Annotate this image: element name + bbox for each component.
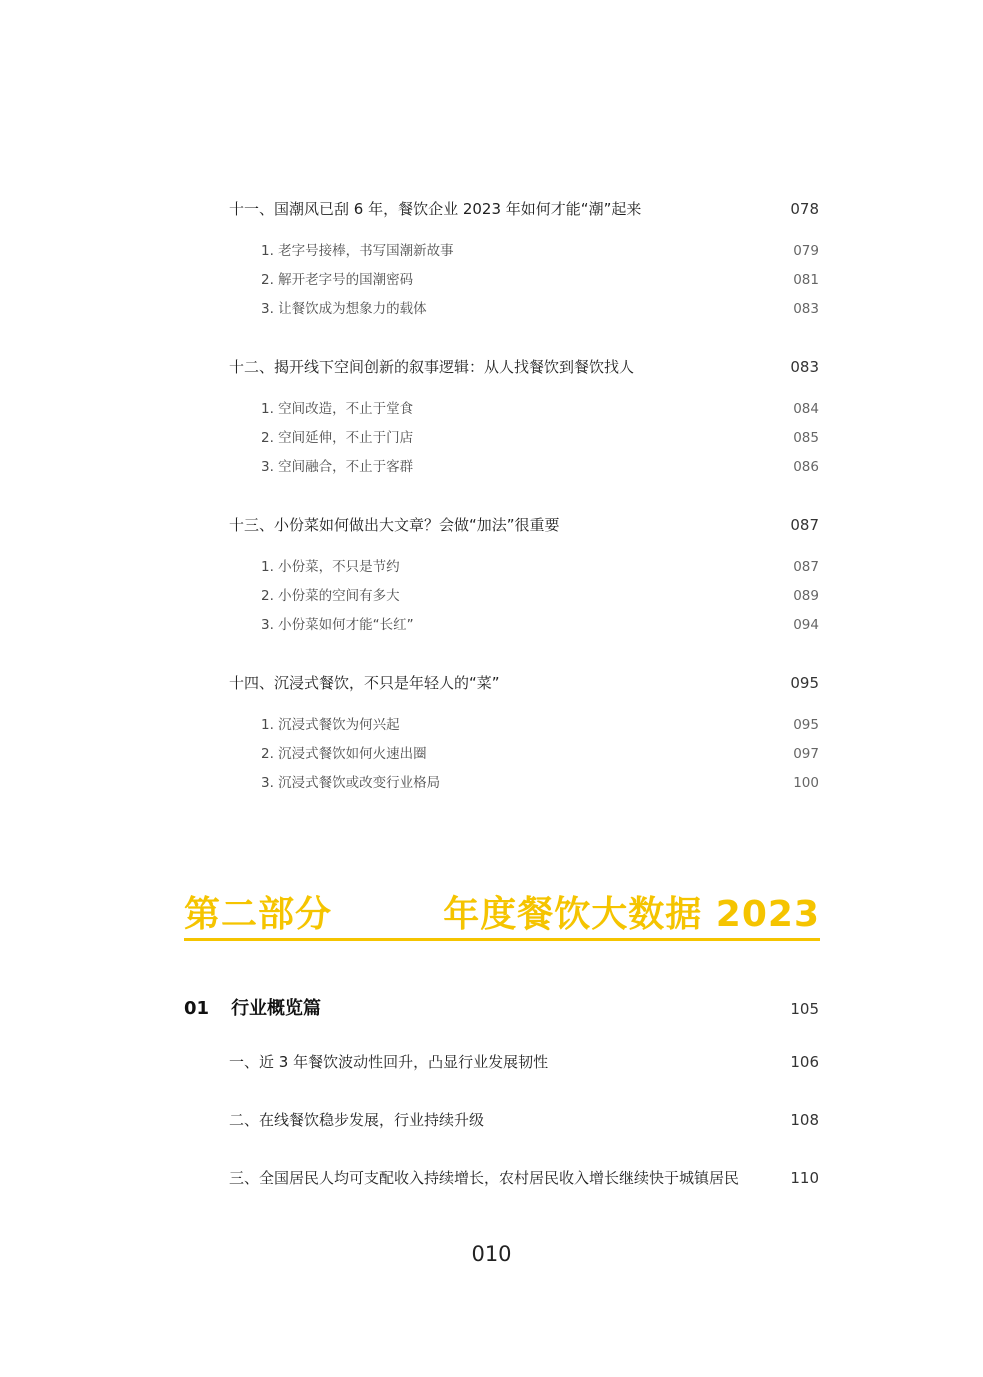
toc-page-number: 078 [790,200,819,218]
toc-page-number: 085 [793,430,819,446]
toc-section-14 [229,672,819,693]
toc-page-number: 086 [793,459,819,475]
toc-item [261,713,819,733]
toc-section-title: 十三、小份菜如何做出大文章？会做“加法”很重要 [229,516,560,534]
toc-item-title: 2. 沉浸式餐饮如何火速出圈 [261,746,427,762]
toc-page-number: 081 [793,272,819,288]
toc-item [261,297,819,317]
toc-item-title: 1. 小份菜，不只是节约 [261,559,400,575]
toc-item [261,426,819,446]
part-label: 第二部分 [184,894,333,935]
toc-page-number: 097 [793,746,819,762]
toc-page-number: 084 [793,401,819,417]
toc-page-number: 105 [790,1000,819,1018]
toc-item-title: 3. 空间融合，不止于客群 [261,459,414,475]
toc-item [261,771,819,791]
toc-item [261,268,819,288]
toc-item [261,613,819,633]
part-title: 年度餐饮大数据 2023 [443,894,820,935]
toc-page-number: 087 [790,516,819,534]
toc-item-title: 2. 空间延伸，不止于门店 [261,430,414,446]
toc-page-number: 087 [793,559,819,575]
toc-page-number: 108 [790,1111,819,1129]
toc-item-title: 1. 沉浸式餐饮为何兴起 [261,717,400,733]
toc-item-title: 3. 让餐饮成为想象力的载体 [261,301,427,317]
toc-page-number: 083 [790,358,819,376]
toc-item-title: 1. 空间改造，不止于堂食 [261,401,414,417]
toc-item-title: 3. 沉浸式餐饮或改变行业格局 [261,775,441,791]
chapter-title: 行业概览篇 [231,998,322,1019]
toc-page-number: 089 [793,588,819,604]
toc-page-number: 083 [793,301,819,317]
toc-item-title: 一、近 3 年餐饮波动性回升，凸显行业发展韧性 [229,1053,549,1071]
page-folio: 010 [471,1242,512,1266]
toc-item-title: 1. 老字号接棒，书写国潮新故事 [261,243,454,259]
toc-section-11 [229,198,819,219]
toc-page-number: 095 [793,717,819,733]
toc-page-number: 110 [790,1169,819,1187]
toc-page-number: 094 [793,617,819,633]
toc-chapter-item [229,1109,819,1130]
toc-page-number: 095 [790,674,819,692]
toc-item-title: 2. 解开老字号的国潮密码 [261,272,414,288]
part-header [184,886,820,941]
toc-item [261,239,819,259]
toc-section-13 [229,514,819,535]
toc-page-number: 100 [793,775,819,791]
toc-item [261,584,819,604]
toc-section-title: 十四、沉浸式餐饮，不只是年轻人的“菜” [229,674,500,692]
toc-item [261,397,819,417]
toc-item-title: 3. 小份菜如何才能“长红” [261,617,414,633]
toc-section-12 [229,356,819,377]
toc-item-title: 二、在线餐饮稳步发展，行业持续升级 [229,1111,485,1129]
toc-chapter [184,994,819,1020]
toc-item-title: 三、全国居民人均可支配收入持续增长，农村居民收入增长继续快于城镇居民 [229,1169,740,1187]
toc-chapter-item [229,1167,819,1188]
toc-item [261,742,819,762]
toc-section-title: 十二、揭开线下空间创新的叙事逻辑：从人找餐饮到餐饮找人 [229,358,635,376]
toc-page-number: 106 [790,1053,819,1071]
chapter-number: 01 [184,998,210,1019]
toc-item-title: 2. 小份菜的空间有多大 [261,588,400,604]
toc-chapter-item [229,1051,819,1072]
toc-item [261,455,819,475]
toc-item [261,555,819,575]
toc-section-title: 十一、国潮风已刮 6 年，餐饮企业 2023 年如何才能“潮”起来 [229,200,642,218]
toc-page-number: 079 [793,243,819,259]
